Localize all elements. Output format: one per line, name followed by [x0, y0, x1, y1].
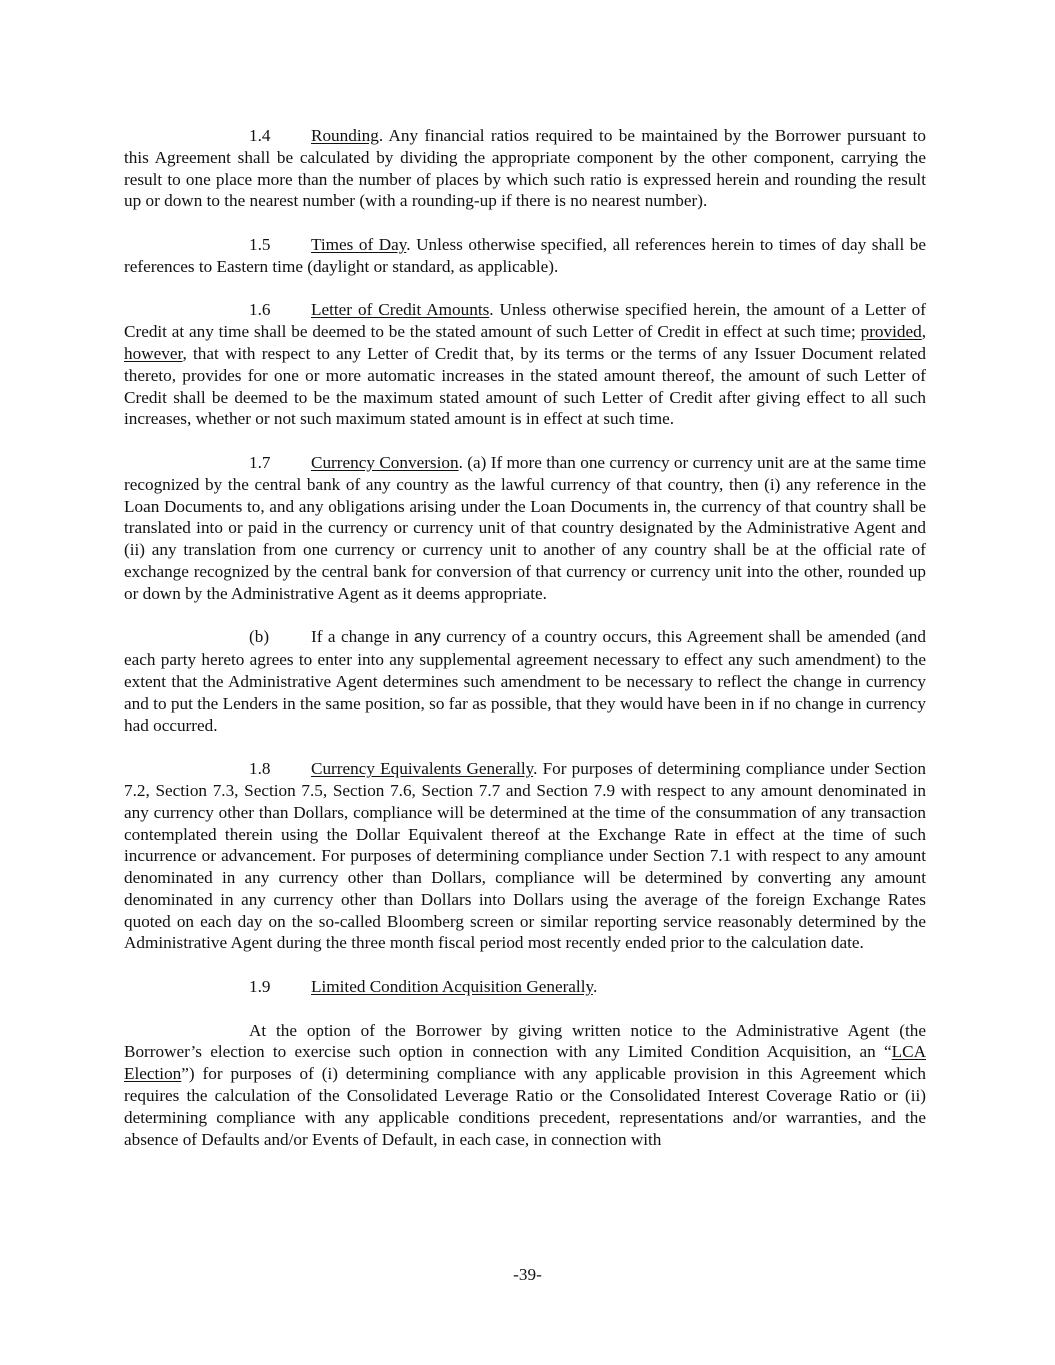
section-title: Times of Day	[311, 234, 407, 254]
section-title: Rounding	[311, 126, 379, 145]
section-1-4	[124, 125, 926, 212]
section-number: 1.9	[249, 977, 271, 997]
section-number: 1.4	[249, 126, 271, 145]
section-text: . (a) If more than one currency or currency unit are at the same time recognized by the central bank of any country as the lawful currency of that country, then (i) any reference in the Loan Documents to, and any obligations arising under the Loan Documents in, the currency of that country shall be translated into or paid in the currency or currency unit of that country designated by the Administrative Agent and (ii) any translation from one currency or currency unit to another of any country shall be at the official rate of exchange recognized by the central bank for conversion of that currency or currency unit into the other, rounded up or down by the Administrative Agent as it deems appropriate.	[124, 452, 927, 603]
section-title: Currency Equivalents Generally	[311, 759, 534, 779]
provided-term: provided	[860, 322, 922, 342]
section-title: Letter of Credit Amounts	[311, 300, 490, 320]
section-text: If a change in	[311, 627, 414, 647]
section-text: . For purposes of determining compliance under Section 7.2, Section 7.3, Section 7.5, Section 7.6, Section 7.7 and Section 7.9 with respect to any amount denominated in any currency other than Dollars, compliance will be determined at the time of the consummation of any transaction contemplated therein using the Dollar Equivalent thereof at the Exchange Rate in effect at the time of such incurrence or advancement. For purposes of determining compliance under Section 7.1 with respect to any amount denominated in any currency other than Dollars, compliance will be determined by converting any amount denominated in any currency other than Dollars into Dollars using the average of the foreign Exchange Rates quoted on each day on the so-called Bloomberg screen or similar reporting service reasonably determined by the Administrative Agent during the three month fiscal period most recently ended prior to the calculation date.	[124, 759, 926, 953]
section-title: Currency Conversion	[311, 452, 459, 472]
page-number: -39-	[513, 1265, 542, 1284]
comma: ,	[921, 322, 926, 342]
section-number: 1.5	[249, 234, 271, 254]
any-word: any	[414, 628, 441, 647]
lca-election-term: LCA Election	[124, 1042, 926, 1084]
heading-period: .	[592, 977, 598, 997]
section-number: 1.6	[249, 300, 271, 320]
section-1-9-body	[124, 1020, 926, 1151]
document-page	[124, 125, 926, 1172]
subsection-label: (b)	[249, 627, 270, 647]
section-1-7-b	[124, 626, 926, 736]
section-number: 1.7	[249, 452, 271, 472]
section-text-continued: currency of a country occurs, this Agreement shall be amended (and each party hereto agrees to enter into any supplemental agreement necessary to effect any such amendment) to the extent that the Administrative Agent determines such amendment to be necessary to reflect the change in currency and to put the Lenders in the same position, so far as possible, that they would have been in if no change in currency had occurred.	[124, 627, 926, 735]
section-1-7	[124, 452, 926, 605]
section-text: . Any financial ratios required to be maintained by the Borrower pursuant to this Agreement shall be calculated by dividing the appropriate component by the other component, carrying the result to one place more than the number of places by which such ratio is expressed herein and rounding the result up or down to the nearest number (with a rounding-up if there is no nearest number).	[124, 126, 926, 211]
section-1-6	[124, 299, 926, 430]
section-1-5	[124, 234, 926, 278]
section-title: Limited Condition Acquisition Generally	[311, 977, 593, 997]
however-term: however	[124, 343, 183, 363]
section-1-9-heading	[124, 976, 926, 998]
section-text-continued: , that with respect to any Letter of Credit that, by its terms or the terms of any Issuer Document related thereto, provides for one or more automatic increases in the stated amount thereof, the amount of such Letter of Credit shall be deemed to be the maximum stated amount of such Letter of Credit after giving effect to all such increases, whether or not such maximum stated amount is in effect at such time.	[124, 343, 926, 429]
section-number: 1.8	[249, 759, 271, 779]
section-text: . Unless otherwise specified herein, the amount of a Letter of Credit at any time shall be deemed to be the stated amount of such Letter of Credit in effect at such time;	[124, 300, 926, 342]
section-text: At the option of the Borrower by giving written notice to the Administrative Agent (the Borrower’s election to exercise such option in connection with any Limited Condition Acquisition, an “	[124, 1020, 926, 1062]
section-1-8	[124, 758, 926, 954]
section-text: . Unless otherwise specified, all references herein to times of day shall be references to Eastern time (daylight or standard, as applicable).	[124, 234, 926, 276]
section-text-continued: ”) for purposes of (i) determining compliance with any applicable provision in this Agreement which requires the calculation of the Consolidated Leverage Ratio or the Consolidated Interest Coverage Ratio or (ii) determining compliance with any applicable conditions precedent, representations and/or warranties, and the absence of Defaults and/or Events of Default, in each case, in connection with	[124, 1064, 926, 1149]
